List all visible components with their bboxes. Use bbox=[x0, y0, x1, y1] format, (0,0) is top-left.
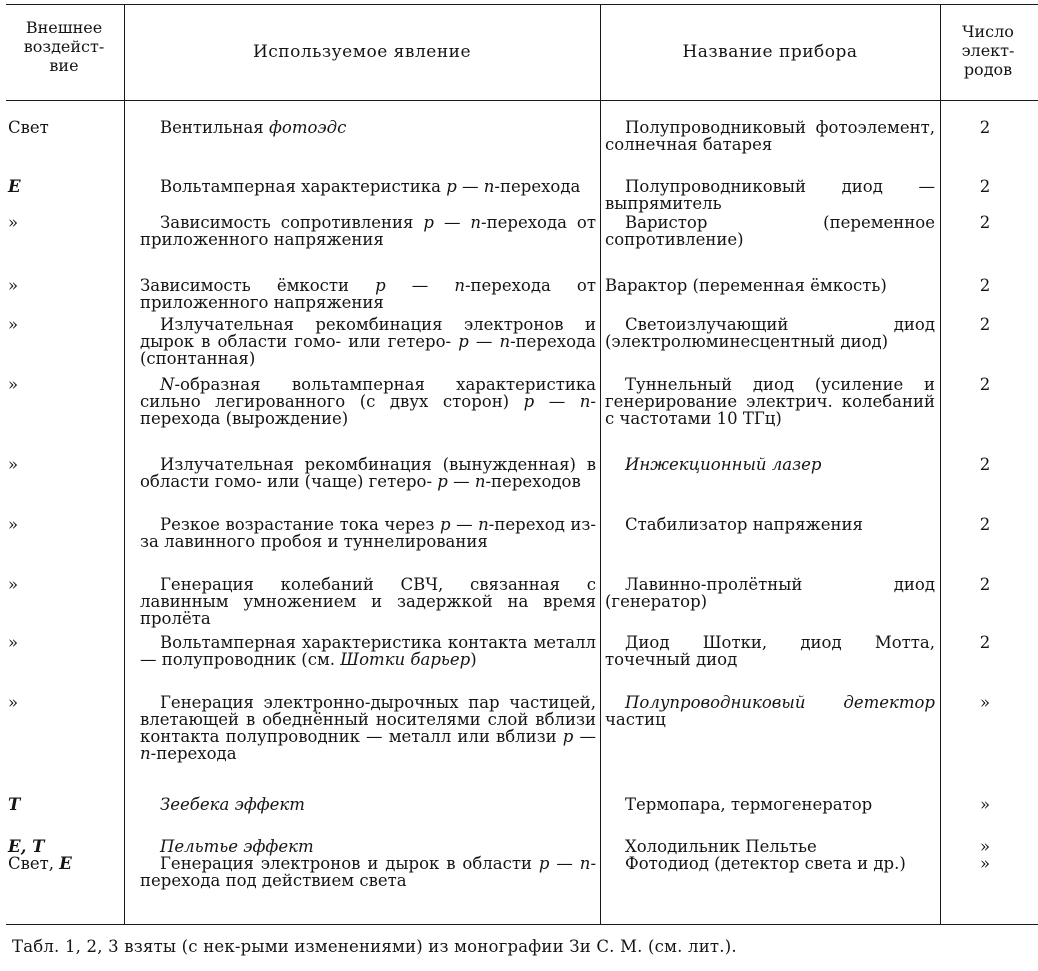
influence-cell: T bbox=[8, 795, 21, 814]
electrodes-cell: » bbox=[979, 854, 991, 873]
electrodes-cell: 2 bbox=[979, 455, 991, 474]
electrodes-cell: 2 bbox=[979, 118, 991, 137]
influence-cell: » bbox=[8, 515, 19, 534]
column-divider-1 bbox=[124, 4, 125, 924]
phenomenon-cell: Излучательная рекомбинация (вынужденная) в области гомо- или (чаще) гетеро- p — n-переходов bbox=[140, 455, 596, 491]
electrodes-cell: 2 bbox=[979, 375, 991, 394]
influence-cell: » bbox=[8, 693, 19, 712]
device-cell: Туннельный диод (усиление и генерирование электрич. колебаний с частотами 10 ТГц) bbox=[605, 375, 935, 428]
device-cell: Термопара, термогенератор bbox=[625, 795, 873, 814]
column-divider-2 bbox=[600, 4, 601, 924]
electrodes-cell: 2 bbox=[979, 315, 991, 334]
influence-cell: » bbox=[8, 633, 19, 652]
phenomenon-cell: Зеебека эффект bbox=[160, 795, 305, 814]
device-cell: Инжекционный лазер bbox=[625, 455, 822, 474]
phenomenon-cell: Вольтамперная характеристика контакта металл — полупроводник (см. Шотки барьер) bbox=[140, 633, 596, 669]
phenomenon-cell: N-образная вольтамперная характеристика сильно легированного (с двух сторон) p — n-перехода (вырождение) bbox=[140, 375, 596, 428]
influence-cell: » bbox=[8, 213, 19, 232]
phenomenon-cell: Вольтамперная характеристика p — n-перехода bbox=[160, 177, 581, 196]
phenomenon-cell: Излучательная рекомбинация электронов и дырок в области гомо- или гетеро- p — n-перехода (спонтанная) bbox=[140, 315, 596, 368]
influence-cell: » bbox=[8, 276, 19, 295]
device-cell: Стабилизатор напряжения bbox=[625, 515, 863, 534]
device-cell: Холодильник Пельтье bbox=[625, 837, 817, 856]
device-cell: Полупроводниковый детектор частиц bbox=[605, 693, 935, 729]
table-bottom-rule bbox=[6, 924, 1038, 925]
header-influence: Внешнее воздейст- вие bbox=[23, 18, 105, 75]
phenomenon-cell: Пельтье эффект bbox=[160, 837, 314, 856]
header-electrodes: Число элект- родов bbox=[961, 22, 1015, 79]
phenomenon-cell: Зависимость сопротивления p — n-перехода от приложенного напряжения bbox=[140, 213, 596, 249]
phenomenon-cell: Генерация колебаний СВЧ, связанная с лавинным умножением и задержкой на время пролёта bbox=[140, 575, 596, 628]
device-cell: Варистор (переменное сопротивление) bbox=[605, 213, 935, 249]
electrodes-cell: 2 bbox=[979, 575, 991, 594]
influence-cell: » bbox=[8, 455, 19, 474]
phenomenon-cell: Резкое возрастание тока через p — n-переход из-за лавинного пробоя и туннелирования bbox=[140, 515, 596, 551]
phenomenon-cell: Генерация электронов и дырок в области p — n-перехода под действием света bbox=[140, 854, 597, 890]
influence-cell: » bbox=[8, 315, 19, 334]
device-cell: Фотодиод (детектор света и др.) bbox=[625, 854, 906, 873]
electrodes-cell: 2 bbox=[979, 213, 991, 232]
electrodes-cell: » bbox=[979, 837, 991, 856]
electrodes-cell: 2 bbox=[979, 276, 991, 295]
phenomenon-cell: Вентильная фотоэдс bbox=[160, 118, 347, 137]
electrodes-cell: » bbox=[979, 693, 991, 712]
electrodes-cell: 2 bbox=[979, 515, 991, 534]
phenomenon-cell: Генерация электронно-дырочных пар частицей, влетающей в обеднённый носителями слой вблизи контакта полупроводник — металл или вблизи p — n-перехода bbox=[140, 693, 596, 763]
device-cell: Полупроводниковый фотоэлемент, солнечная батарея bbox=[605, 118, 935, 154]
header-device: Название прибора bbox=[682, 42, 858, 62]
device-cell: Лавинно-пролётный диод (генератор) bbox=[605, 575, 935, 611]
influence-cell: Свет, E bbox=[8, 854, 72, 873]
device-cell: Светоизлучающий диод (электролюминесцентный диод) bbox=[605, 315, 935, 351]
device-cell: Диод Шотки, диод Мотта, точечный диод bbox=[605, 633, 935, 669]
influence-cell: E bbox=[8, 177, 21, 196]
header-bottom-rule bbox=[6, 100, 1038, 101]
influence-cell: » bbox=[8, 575, 19, 594]
device-cell: Полупроводниковый диод — выпрямитель bbox=[605, 177, 935, 213]
electrodes-cell: 2 bbox=[979, 633, 991, 652]
table-footnote: Табл. 1, 2, 3 взяты (с нек-рыми изменениями) из монографии Зи С. М. (см. лит.). bbox=[12, 937, 737, 956]
influence-cell: » bbox=[8, 375, 19, 394]
electrodes-cell: 2 bbox=[979, 177, 991, 196]
column-divider-3 bbox=[940, 4, 941, 924]
phenomenon-cell: Зависимость ёмкости p — n-перехода от приложенного напряжения bbox=[140, 276, 596, 312]
influence-cell: Свет bbox=[8, 118, 49, 137]
table-top-rule bbox=[6, 4, 1038, 5]
electrodes-cell: » bbox=[979, 795, 991, 814]
header-phenomenon: Используемое явление bbox=[252, 42, 472, 62]
device-cell: Варактор (переменная ёмкость) bbox=[605, 276, 887, 295]
influence-cell: E, T bbox=[8, 837, 45, 856]
